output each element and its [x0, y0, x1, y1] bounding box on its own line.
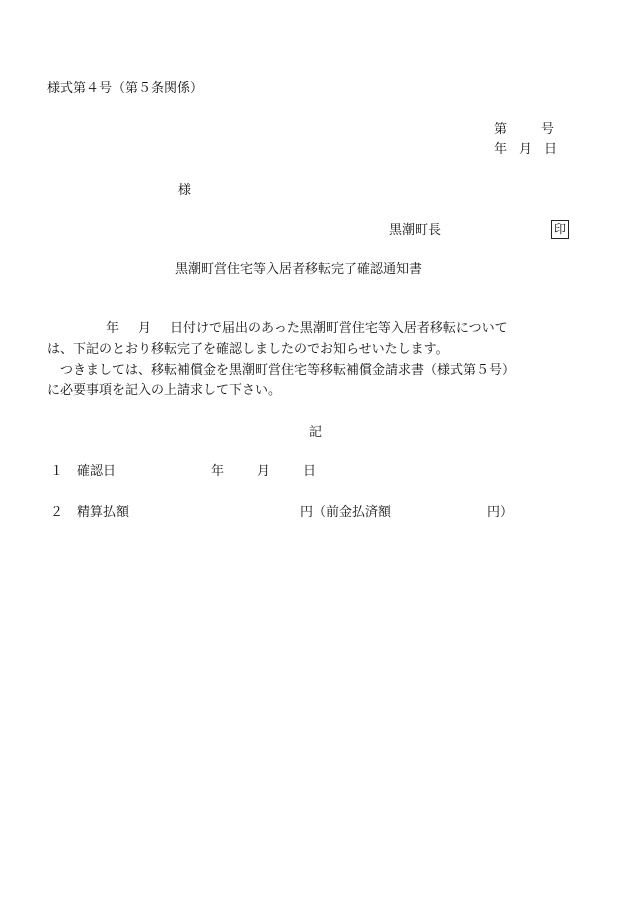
para1-rest: 日付けで届出のあった黒潮町営住宅等入居者移転について [170, 321, 508, 336]
item-day: 日 [303, 464, 317, 479]
item-yen-open: 円（前金払済額 [300, 505, 392, 520]
date-day: 日 [544, 142, 558, 157]
addressee-suffix: 様 [178, 183, 192, 198]
form-label: 様式第４号（第５条関係） [47, 81, 204, 96]
para1-year: 年 [106, 321, 120, 336]
item-label: 精算払額 [77, 505, 130, 520]
item-confirmation-date [50, 465, 316, 478]
issuer-title: 黒潮町長 [389, 223, 442, 238]
number-prefix: 第 [494, 122, 508, 137]
item-month: 月 [257, 464, 271, 479]
item-number: １ [50, 464, 64, 479]
seal-box: 印 [551, 220, 569, 239]
ki-heading: 記 [309, 425, 323, 440]
item-label: 確認日 [77, 464, 117, 479]
document-title: 黒潮町営住宅等入居者移転完了確認通知書 [175, 262, 423, 277]
date-month: 月 [519, 142, 533, 157]
issue-date-row [494, 143, 557, 156]
date-year: 年 [494, 142, 508, 157]
body-paragraph-2-line-1: つきましては、移転補償金を黒潮町営住宅等移転補償金請求書（様式第５号） [60, 363, 516, 378]
item-yen-close: 円） [487, 505, 514, 520]
document-number-row [494, 123, 554, 136]
body-paragraph-1-line-1 [106, 322, 508, 335]
body-paragraph-1-line-2: は、下記のとおり移転完了を確認しましたのでお知らせいたします。 [47, 342, 449, 357]
item-year: 年 [211, 464, 225, 479]
item-number: ２ [50, 505, 64, 520]
item-settlement-amount [50, 506, 513, 519]
para1-month: 月 [138, 321, 152, 336]
number-suffix: 号 [541, 122, 555, 137]
body-paragraph-2-line-2: に必要事項を記入の上請求して下さい。 [47, 383, 282, 398]
